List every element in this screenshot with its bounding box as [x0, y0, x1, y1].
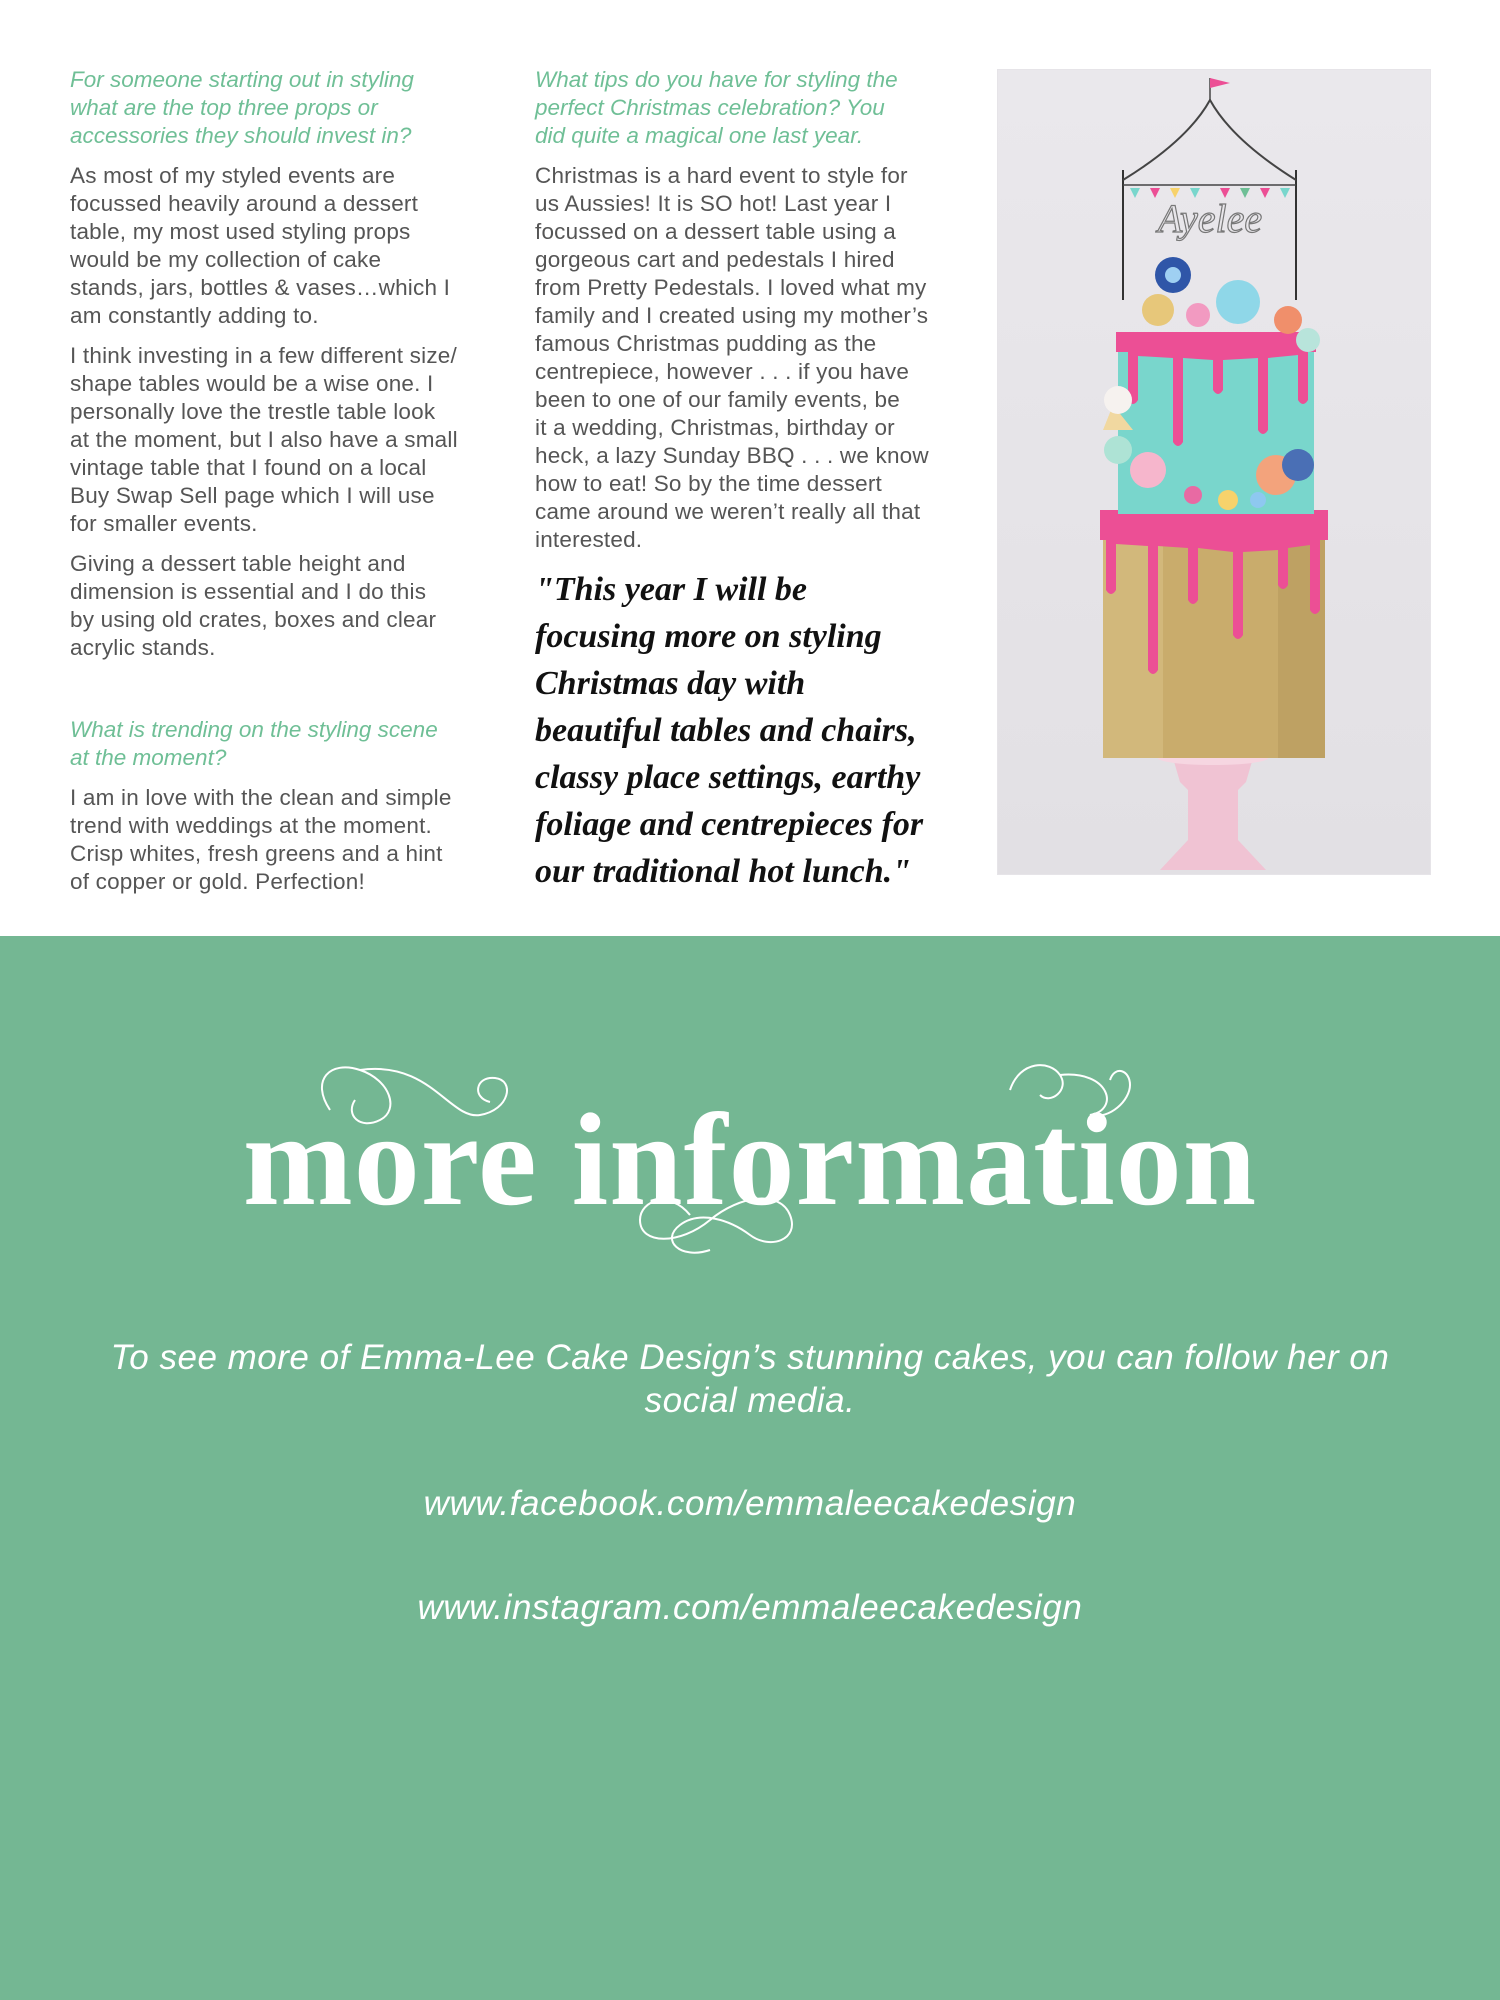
- article-section: [0, 0, 1500, 936]
- answer-props-p2: I think investing in a few different size/ shape tables would be a wise one. I personally love the trestle table look at the moment, but I also have a small vintage table that I found on a local Buy Swap Sell page which I will use for smaller events.: [70, 343, 458, 536]
- cake-illustration: [998, 70, 1430, 874]
- question-props: For someone starting out in styling what are the top three props or accessories they should invest in?: [70, 67, 414, 148]
- pull-quote: "This year I will be focusing more on styling Christmas day with beautiful tables and chairs, classy place settings, earthy foliage and centrepieces for our traditional hot lunch.": [535, 571, 924, 890]
- answer-props-p3: Giving a dessert table height and dimension is essential and I do this by using old crates, boxes and clear acrylic stands.: [70, 551, 437, 660]
- question-christmas: What tips do you have for styling the perfect Christmas celebration? You did quite a magical one last year.: [535, 67, 898, 148]
- social-intro: To see more of Emma-Lee Cake Design’s stunning cakes, you can follow her on social media.: [110, 1338, 1390, 1420]
- facebook-link[interactable]: www.facebook.com/emmaleecakedesign: [423, 1484, 1077, 1523]
- spacer: [70, 674, 506, 716]
- topper-text: Ayelee: [1157, 196, 1263, 241]
- middle-column: [535, 66, 975, 895]
- more-information-heading: more information: [242, 1086, 1258, 1233]
- question-trending: What is trending on the styling scene at the moment?: [70, 717, 438, 770]
- answer-trending: I am in love with the clean and simple trend with weddings at the moment. Crisp whites, fresh greens and a hint of copper or gold. Perfection!: [70, 785, 452, 894]
- instagram-link[interactable]: www.instagram.com/emmaleecakedesign: [417, 1588, 1083, 1627]
- cake-photo: [998, 70, 1430, 874]
- answer-props-p1: As most of my styled events are focussed heavily around a dessert table, my most used styling props would be my collection of cake stands, jars, bottles & vases…which I am constantly adding to.: [70, 163, 451, 328]
- answer-christmas: Christmas is a hard event to style for us Aussies! It is SO hot! Last year I focussed on a dessert table using a gorgeous cart and pedestals I hired from Pretty Pedestals. I loved what my family and I created using my mother’s famous Christmas pudding as the centrepiece, however . . . if you have been to one of our family events, be it a wedding, Christmas, birthday or heck, a lazy Sunday BBQ . . . we know how to eat! So by the time dessert came around we weren’t really all that interested.: [535, 163, 929, 552]
- left-column: [70, 66, 506, 908]
